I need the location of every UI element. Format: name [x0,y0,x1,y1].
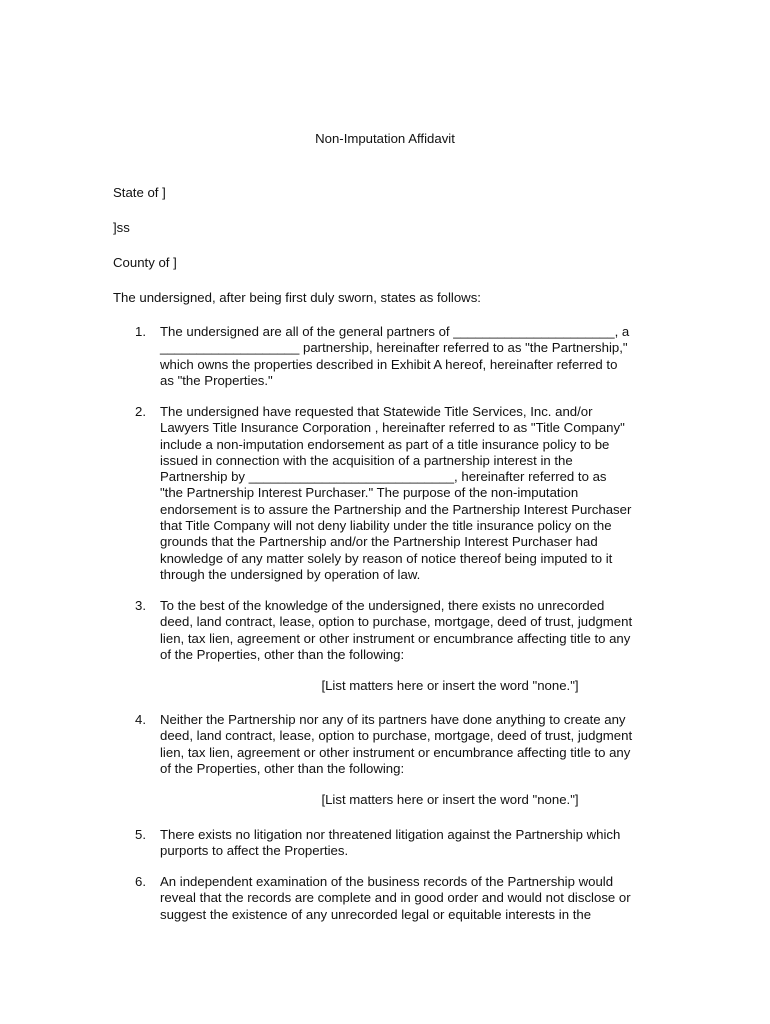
item-note: [List matters here or insert the word "none."] [321,678,579,693]
item-number: 3. [135,598,146,613]
ss-line: ]ss [113,220,130,235]
item-text: To the best of the knowledge of the undersigned, there exists no unrecorded deed, land contract, lease, option to purchase, mortgage, deed of trust, judgment lien, tax lien, agreement or other instrument or encumbrance affecting title to any of the Properties, other than the following: [160,598,633,662]
item-number: 4. [135,712,146,727]
item-number: 6. [135,874,146,889]
item-text: Neither the Partnership nor any of its partners have done anything to create any deed, land contract, lease, option to purchase, mortgage, deed of trust, judgment lien, tax lien, agreement or other instrument or encumbrance affecting title to any of the Properties, other than the following: [160,712,633,776]
item-number: 2. [135,404,146,419]
item-number: 1. [135,324,146,339]
state-line: State of ] [113,185,166,200]
item-text: There exists no litigation nor threatened litigation against the Partnership which purports to affect the Properties. [160,827,621,859]
item-text: An independent examination of the business records of the Partnership would reveal that the records are complete and in good order and would not disclose or suggest the existence of any unrecorded legal or equitable interests in the [160,874,631,922]
item-text: The undersigned are all of the general partners of ______________________, a ___________________ partnership, hereinafter referred to as "the Partnership," which owns the properties described in Exhibit A hereof, hereinafter referred to as "the Properties." [160,324,630,388]
item-number: 5. [135,827,146,842]
intro-paragraph: The undersigned, after being first duly sworn, states as follows: [113,290,481,305]
document-title: Non-Imputation Affidavit [315,131,455,146]
item-text: The undersigned have requested that Statewide Title Services, Inc. and/or Lawyers Title Insurance Corporation , hereinafter referred to as "Title Company" include a non-imputation endorsement as part of a title insurance policy to be issued in connection with the acquisition of a partnership interest in the Partnership by ____________________________, hereinafter referred to as "the Partnership Interest Purchaser." The purpose of the non-imputation endorsement is to assure the Partnership and the Partnership Interest Purchaser that Title Company will not deny liability under the title insurance policy on the grounds that the Partnership and/or the Partnership Interest Purchaser had knowledge of any matter solely by reason of notice thereof being imputed to it through the undersigned by operation of law. [160,404,632,582]
county-line: County of ] [113,255,177,270]
item-note: [List matters here or insert the word "none."] [321,792,579,807]
